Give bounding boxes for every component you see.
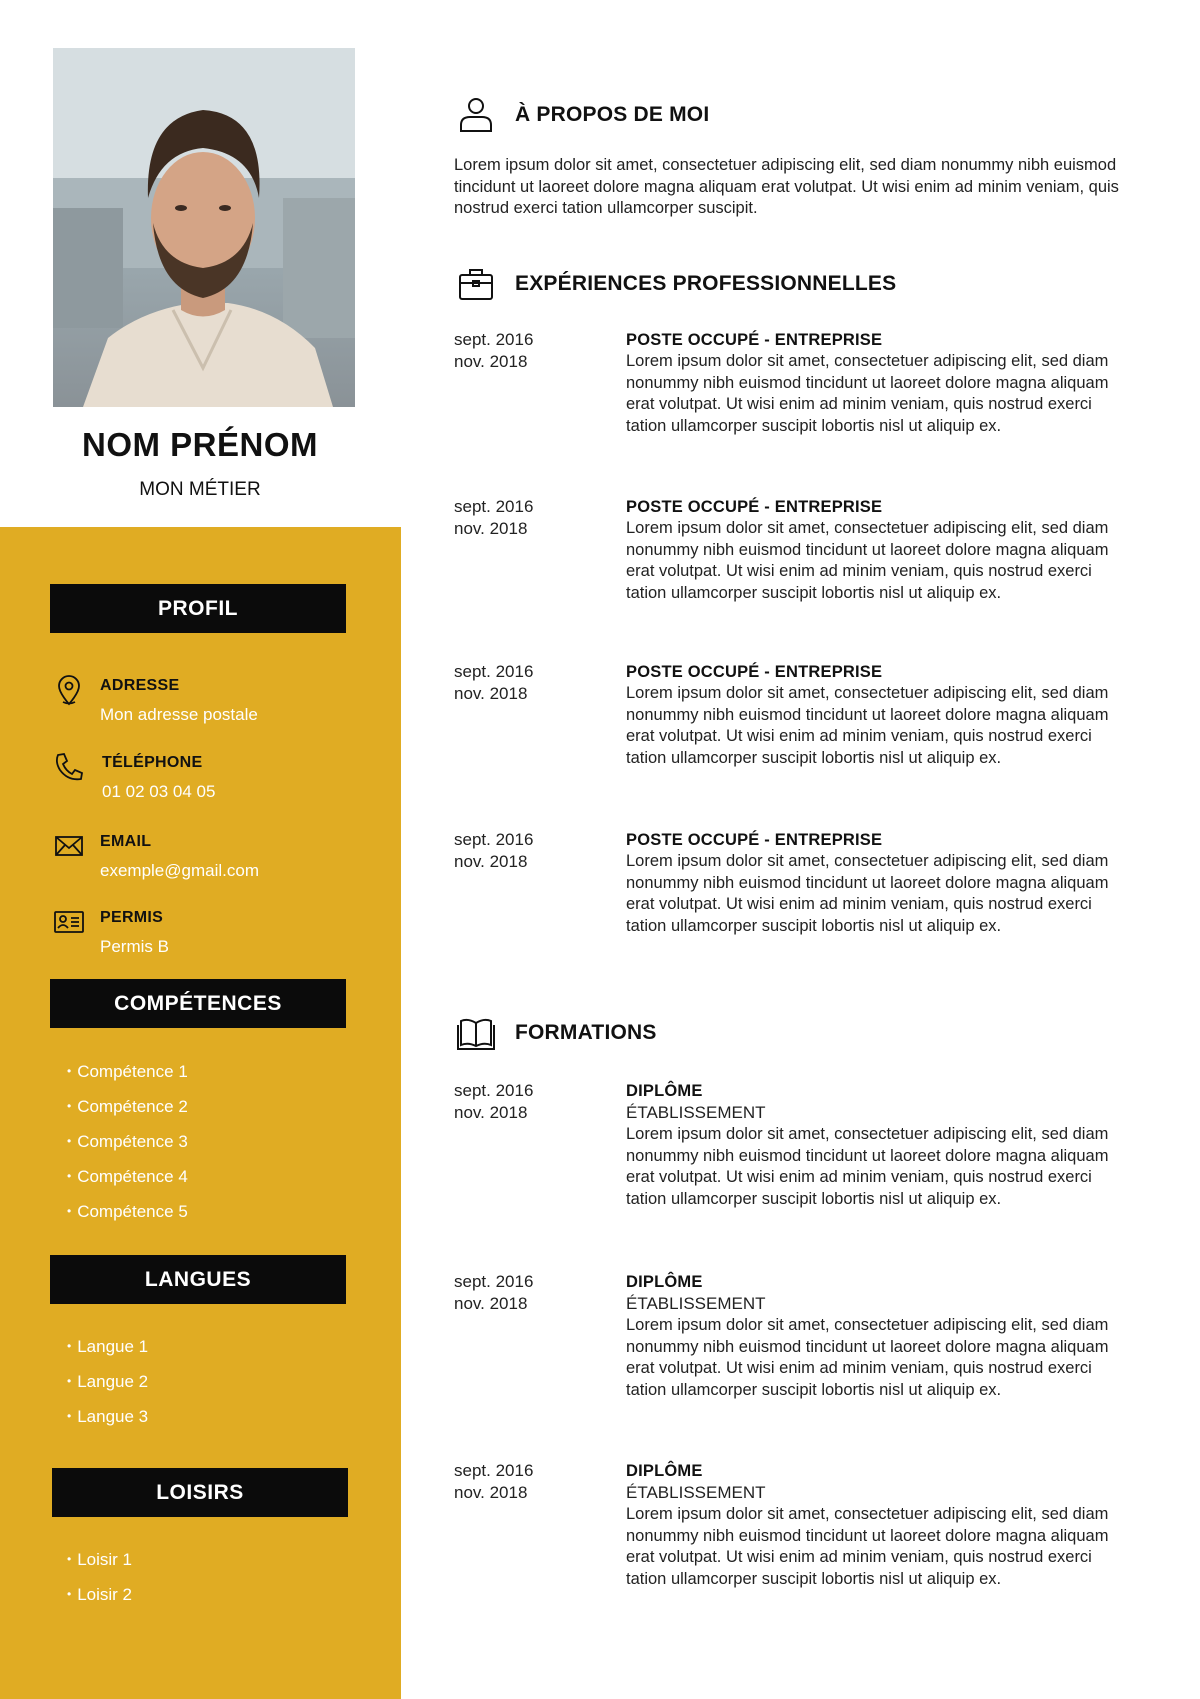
briefcase-icon [456, 264, 496, 304]
mail-icon [52, 829, 86, 863]
list-item: • Compétence 3 [67, 1131, 188, 1166]
email-value[interactable]: exemple@gmail.com [100, 861, 259, 880]
email-label: EMAIL [100, 833, 152, 850]
entry-description: Lorem ipsum dolor sit amet, consectetuer adipiscing elit, sed diam nonummy nibh euismod tincidunt ut laoreet dolore magna aliquam erat volutpat. Ut wisi enim ad minim veniam, quis nostrud exerci tation ullamcorper suscipit lobortis nisl ut aliquip ex. [626, 852, 1109, 936]
hobbies-list [67, 1549, 132, 1619]
entry-school: ÉTABLISSEMENT [626, 1294, 766, 1313]
start-date: sept. 2016 [454, 830, 534, 849]
candidate-name: NOM PRÉNOM [82, 426, 318, 463]
phone-value[interactable]: 01 02 03 04 05 [102, 782, 216, 801]
entry-description: Lorem ipsum dolor sit amet, consectetuer adipiscing elit, sed diam nonummy nibh euismod tincidunt ut laoreet dolore magna aliquam erat volutpat. Ut wisi enim ad minim veniam, quis nostrud exerci tation ullamcorper suscipit lobortis nisl ut aliquip ex. [626, 352, 1109, 436]
entry-description: Lorem ipsum dolor sit amet, consectetuer adipiscing elit, sed diam nonummy nibh euismod tincidunt ut laoreet dolore magna aliquam erat volutpat. Ut wisi enim ad minim veniam, quis nostrud exerci tation ullamcorper suscipit lobortis nisl ut aliquip ex. [626, 1316, 1109, 1400]
entry-dates [454, 661, 533, 705]
about-text: Lorem ipsum dolor sit amet, consectetuer adipiscing elit, sed diam nonummy nibh euismod tincidunt ut laoreet dolore magna aliquam erat volutpat. Ut wisi enim ad minim veniam, quis nostrud exerci tation ullamcorper suscipit. [454, 156, 1119, 218]
user-icon [456, 95, 496, 135]
start-date: sept. 2016 [454, 1461, 534, 1480]
entry-description: Lorem ipsum dolor sit amet, consectetuer adipiscing elit, sed diam nonummy nibh euismod tincidunt ut laoreet dolore magna aliquam erat volutpat. Ut wisi enim ad minim veniam, quis nostrud exerci tation ullamcorper suscipit lobortis nisl ut aliquip ex. [626, 1505, 1109, 1589]
entry-dates [454, 329, 533, 373]
education-title: FORMATIONS [515, 1021, 657, 1044]
list-item: • Compétence 5 [67, 1201, 188, 1236]
profile-photo [53, 48, 355, 407]
entry-dates [454, 1271, 533, 1315]
end-date: nov. 2018 [454, 1103, 528, 1122]
skills-heading: COMPÉTENCES [114, 991, 282, 1015]
entry-description: Lorem ipsum dolor sit amet, consectetuer adipiscing elit, sed diam nonummy nibh euismod tincidunt ut laoreet dolore magna aliquam erat volutpat. Ut wisi enim ad minim veniam, quis nostrud exerci tation ullamcorper suscipit lobortis nisl ut aliquip ex. [626, 684, 1109, 768]
entry-title: POSTE OCCUPÉ - ENTREPRISE [626, 498, 883, 516]
profil-heading: PROFIL [158, 596, 238, 620]
end-date: nov. 2018 [454, 352, 528, 371]
address-value: Mon adresse postale [100, 705, 258, 724]
list-item: • Loisir 2 [67, 1584, 132, 1619]
list-item: • Langue 3 [67, 1406, 148, 1441]
experience-title: EXPÉRIENCES PROFESSIONNELLES [515, 272, 897, 295]
license-value: Permis B [100, 937, 169, 956]
entry-dates [454, 829, 533, 873]
entry-description: Lorem ipsum dolor sit amet, consectetuer adipiscing elit, sed diam nonummy nibh euismod tincidunt ut laoreet dolore magna aliquam erat volutpat. Ut wisi enim ad minim veniam, quis nostrud exerci tation ullamcorper suscipit lobortis nisl ut aliquip ex. [626, 519, 1109, 603]
list-item: • Compétence 2 [67, 1096, 188, 1131]
end-date: nov. 2018 [454, 684, 528, 703]
entry-description: Lorem ipsum dolor sit amet, consectetuer adipiscing elit, sed diam nonummy nibh euismod tincidunt ut laoreet dolore magna aliquam erat volutpat. Ut wisi enim ad minim veniam, quis nostrud exerci tation ullamcorper suscipit lobortis nisl ut aliquip ex. [626, 1125, 1109, 1209]
id-card-icon [52, 905, 86, 939]
location-pin-icon [52, 673, 86, 707]
entry-title: POSTE OCCUPÉ - ENTREPRISE [626, 663, 883, 681]
end-date: nov. 2018 [454, 1294, 528, 1313]
entry-title: POSTE OCCUPÉ - ENTREPRISE [626, 331, 883, 349]
list-item: • Langue 1 [67, 1336, 148, 1371]
hobbies-heading-bar [52, 1468, 348, 1517]
entry-dates [454, 1460, 533, 1504]
list-item: • Compétence 1 [67, 1061, 188, 1096]
license-label: PERMIS [100, 909, 164, 926]
languages-list [67, 1336, 148, 1441]
entry-title: DIPLÔME [626, 1273, 703, 1291]
profil-heading-bar [50, 584, 346, 633]
list-item: • Loisir 1 [67, 1549, 132, 1584]
languages-heading: LANGUES [144, 1267, 252, 1291]
start-date: sept. 2016 [454, 662, 534, 681]
start-date: sept. 2016 [454, 1272, 534, 1291]
end-date: nov. 2018 [454, 1483, 528, 1502]
end-date: nov. 2018 [454, 852, 528, 871]
entry-school: ÉTABLISSEMENT [626, 1483, 766, 1502]
entry-dates [454, 1080, 533, 1124]
entry-title: DIPLÔME [626, 1082, 703, 1100]
hobbies-heading: LOISIRS [156, 1480, 244, 1504]
skills-heading-bar [50, 979, 346, 1028]
list-item: • Langue 2 [67, 1371, 148, 1406]
candidate-job-title: MON MÉTIER [139, 479, 261, 500]
entry-school: ÉTABLISSEMENT [626, 1103, 766, 1122]
end-date: nov. 2018 [454, 519, 528, 538]
languages-heading-bar [50, 1255, 346, 1304]
entry-dates [454, 496, 533, 540]
entry-title: DIPLÔME [626, 1462, 703, 1480]
start-date: sept. 2016 [454, 497, 534, 516]
address-label: ADRESSE [100, 677, 180, 694]
about-title: À PROPOS DE MOI [515, 103, 710, 126]
phone-label: TÉLÉPHONE [102, 754, 203, 771]
start-date: sept. 2016 [454, 330, 534, 349]
skills-list [67, 1061, 188, 1236]
start-date: sept. 2016 [454, 1081, 534, 1100]
list-item: • Compétence 4 [67, 1166, 188, 1201]
phone-icon [52, 750, 86, 784]
book-icon [456, 1013, 496, 1053]
entry-title: POSTE OCCUPÉ - ENTREPRISE [626, 831, 883, 849]
